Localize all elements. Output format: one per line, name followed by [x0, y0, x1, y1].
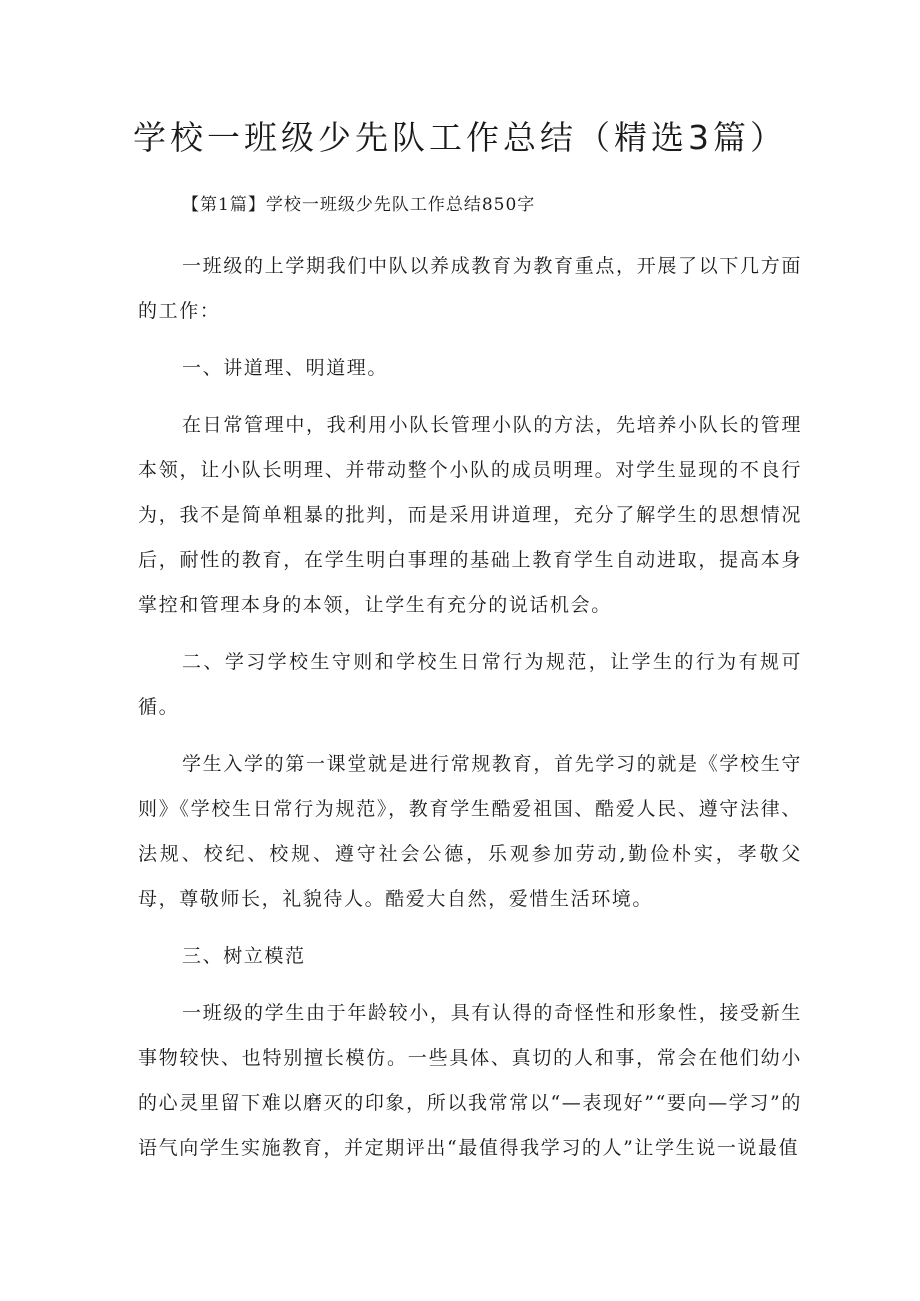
paragraph-one: 在日常管理中，我利用小队长管理小队的方法，先培养小队长的管理本领，让小队长明理、并带动整个小队的成员明理。对学生显现的不良行为，我不是简单粗暴的批判，而是采用讲道理，充分了解学生的思想情况后，耐性的教育，在学生明白事理的基础上教育学生自动进取，提高本身掌控和管理本身的本领，让学生有充分的说话机会。 [138, 414, 802, 616]
paragraph-two: 学生入学的第一课堂就是进行常规教育，首先学习的就是《学校生守则》《学校生日常行为规范》，教育学生酷爱祖国、酷爱人民、遵守法律、法规、校纪、校规、遵守社会公德，乐观参加劳动,勤俭朴实，孝敬父母，尊敬师长，礼貌待人。酷爱大自然，爱惜生活环境。 [138, 753, 802, 910]
document-title: 学校一班级少先队工作总结（精选3篇） [133, 118, 787, 157]
paragraph-three: 一班级的学生由于年龄较小，具有认得的奇怪性和形象性，接受新生事物较快、也特别擅长模仿。一些具体、真切的人和事，常会在他们幼小的心灵里留下难以磨灭的印象，所以我常常以“—表现好”“要向—学习”的语气向学生实施教育，并定期评出“最值得我学习的人”让学生说一说最值 [138, 1002, 802, 1159]
paragraph-intro: 一班级的上学期我们中队以养成教育为教育重点，开展了以下几方面的工作： [138, 255, 802, 322]
heading-two: 二、学习学校生守则和学校生日常行为规范，让学生的行为有规可循。 [138, 651, 802, 718]
document-body [138, 244, 802, 1171]
section-subtitle: 【第1篇】学校一班级少先队工作总结850字 [182, 195, 536, 215]
heading-one: 一、讲道理、明道理。 [182, 357, 389, 379]
heading-three: 三、树立模范 [182, 945, 306, 967]
